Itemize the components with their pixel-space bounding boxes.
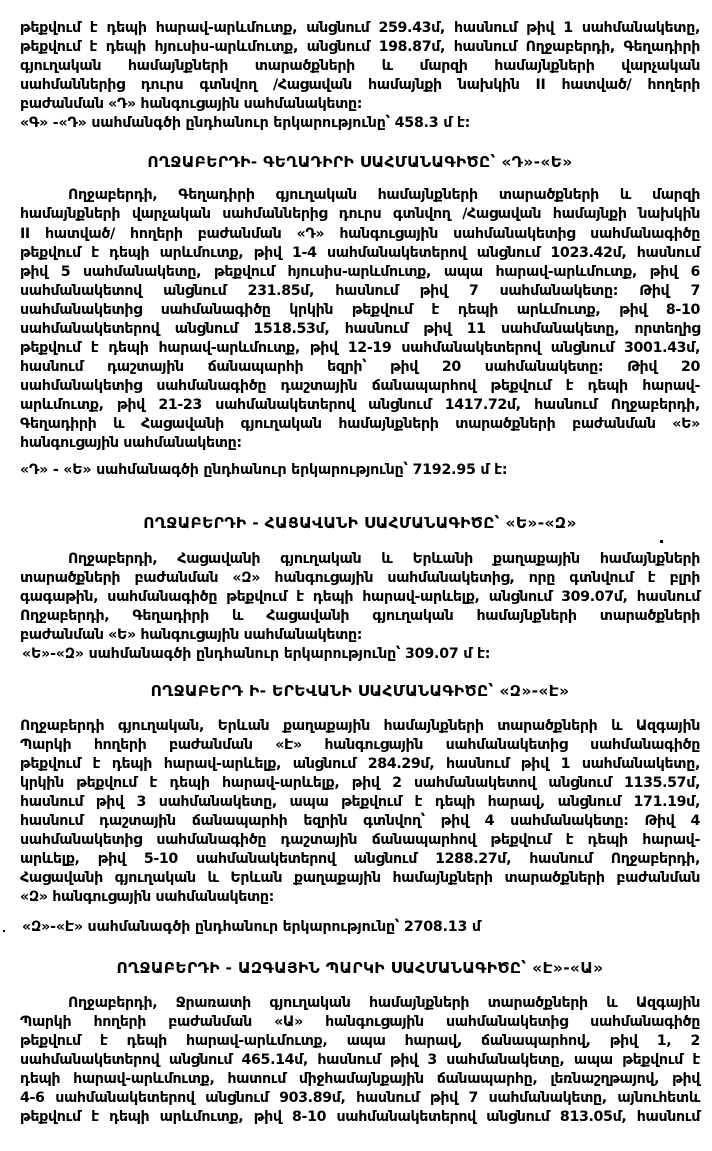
segment-total-length: «Գ» -«Դ» սահմանգծի ընդհանուր երկարությունը՝ 458.3 մ է: [20,115,471,131]
paragraph-line: հասնում դաշտային ճանապարհի եզրին գտնվող՝ թիվ 4 սահմանակետը: Թիվ 4 [20,813,700,829]
paragraph-line: Պարկի հողերի բաժանման «Ա» հանգուցային սահմանակետից սահմանագիծը [20,1014,700,1030]
paragraph-line: Հացավանի գյուղական և Երևան քաղաքային համայնքների տարածքների բաժանման [20,870,700,886]
paragraph-line: գյուղական համայնքների տարածքների և մարզի համայնքների վարչական [20,58,700,74]
segment-total-length: «Զ»-«Է» սահմանագծի ընդհանուր երկարությունը՝ 2708.13 մ [22,919,481,935]
paragraph-line: թեքվում է դեպի արևմուտք, թիվ 8-10 սահմանակետերով անցնում 813.05մ, հասնում [20,1109,700,1125]
scan-speck [660,540,663,543]
segment-total-length: «Դ» - «Ե» սահմանագծի ընդհանուր երկարությունը՝ 7192.95 մ է: [20,462,508,478]
paragraph-line: կրկին թեքվում է դեպի հարավ-արևելք, թիվ 2 սահմանակետով անցնում 1135.57մ, [20,775,700,791]
paragraph-line: Ողջաբերդի, Գեղադիրի գյուղական համայնքների տարածքների և մարզի [68,187,700,203]
paragraph-line: տարածքների բաժանման «Զ» հանգուցային սահմանակետից, որը գտնվում է բլրի [20,570,700,586]
paragraph-line: գագաթին, սահմանագիծը թեքվում է դեպի հարավ-արևելք, անցնում 309.07մ, հասնում [20,589,700,605]
paragraph-line: Ողջաբերդի, Գեղադիրի և Հացավանի գյուղական համայնքների տարածքների [20,608,700,624]
paragraph-line: Ողջաբերդի, Հացավանի գյուղական և Երևանի քաղաքային համայնքների [68,551,700,567]
section-heading: ՈՂՋԱԲԵՐԴԻ - ԱԶԳԱՅԻՆ ՊԱՐԿԻ ՍԱՀՄԱՆԱԳԻԾԸ՝ «Է»-«Ա» [116,959,604,977]
paragraph-line: հասնում թիվ 3 սահմանակետը, ապա թեքվում է դեպի հարավ, անցնում 171.19մ, [20,794,700,810]
section-heading: ՈՂՋԱԲԵՐԴԻ- ԳԵՂԱԴԻՐԻ ՍԱՀՄԱՆԱԳԻԾԸ՝ «Դ»-«Ե» [147,153,573,171]
paragraph-line: բաժանման «Դ» հանգուցային սահմանակետը: [20,96,363,112]
paragraph-line: «Զ» հանգուցային սահմանակետը: [20,889,274,905]
paragraph-line: սահմաններից դուրս գտնվող /Հացավան համայնքի նախկին II հատված/ հողերի [20,77,700,93]
paragraph-line: սահմանակետերով անցնում 465.14մ, հասնում թիվ 3 սահմանակետը, ապա թեքվում է [20,1052,700,1068]
section-heading: ՈՂՋԱԲԵՐԴ Ի- ԵՐԵՎԱՆԻ ՍԱՀՄԱՆԱԳԻԾԸ՝ «Զ»-«Է» [150,682,570,700]
paragraph-line: դեպի հարավ-արևմուտք, հատում միջհամայնքային ճանապարհը, լեռնաշղթայով, թիվ [20,1071,700,1087]
paragraph-line: հասնում դաշտային ճանապարհի եզրի՝ թիվ 20 սահմանակետը: Թիվ 20 [20,359,700,375]
paragraph-line: սահմանակետից սահմանագիծը դաշտային ճանապարհով թեքվում է դեպի հարավ- [20,832,700,848]
segment-total-length: «Ե»-«Զ» սահմանագծի ընդհանուր երկարությունը՝ 309.07 մ է: [22,646,491,662]
paragraph-line: թեքվում է դեպի հարավ-արևմուտք, անցնում 259.43մ, հասնում թիվ 1 սահմանակետը, [20,20,700,36]
paragraph-line: թեքվում է դեպի արևմուտք, թիվ 1-4 սահմանակետերով անցնում 1023.42մ, հասնում [20,245,700,261]
paragraph-line: թեքվում է դեպի հարավ-արևմուտք, ապա հարավ, ճանապարհով, թիվ 1, 2 [20,1033,700,1049]
paragraph-line: սահմանակետերով անցնում 1518.53մ, հասնում թիվ 11 սահմանակետը, որտեղից [20,321,700,337]
section-heading: ՈՂՋԱԲԵՐԴԻ - ՀԱՑԱՎԱՆԻ ՍԱՀՄԱՆԱԳԻԾԸ՝ «Ե»-«Զ» [143,514,577,532]
paragraph-line: II հատված/ հողերի բաժանման «Դ» հանգուցային սահմանակետից սահմանագիծը [20,226,700,242]
paragraph-line: հանգուցային սահմանակետը: [20,435,242,451]
paragraph-line: համայնքների վարչական սահմաններից դուրս գտնվող /Հացավան համայնքի նախկին [20,206,700,222]
paragraph-line: թեքվում է դեպի հյուսիս-արևմուտք, անցնում 198.87մ, հասնում Ողջաբերդի, Գեղադիրի [20,39,700,55]
bullet-speck [3,930,5,932]
paragraph-line: սահմանակետից սահմանագիծը դաշտային ճանապարհով թեքվում է դեպի հարավ- [20,378,700,394]
paragraph-line: արևելք, թիվ 5-10 սահմանակետերով անցնում 1288.27մ, հասնում Ողջաբերդի, [20,851,700,867]
paragraph-line: սահմանակետից սահմանագիծը կրկին թեքվում է դեպի արևմուտք, թիվ 8-10 [20,302,700,318]
paragraph-line: թեքվում է դեպի հարավ-արևելք, անցնում 284.29մ, հասնում թիվ 1 սահմանակետը, [20,756,700,772]
paragraph-line: 4-6 սահմանակետերով անցնում 903.89մ, հասնում թիվ 7 սահմանակետը, այնուհետև [20,1090,700,1106]
paragraph-line: Ողջաբերդի, Ջրառատի գյուղական համայնքների տարածքների և Ազգային [68,995,700,1011]
paragraph-line: արևմուտք, թիվ 21-23 սահմանակետերով անցնում 1417.72մ, հասնում Ողջաբերդի, [20,397,700,413]
paragraph-line: թիվ 5 սահմանակետը, թեքվում հյուսիս-արևմուտք, ապա հարավ-արևմուտք, թիվ 6 [20,264,700,280]
paragraph-line: բաժանման «Ե» հանգուցային սահմանակետը: [20,627,363,643]
paragraph-line: Պարկի հողերի բաժանման «Է» հանգուցային սահմանակետից սահմանագիծը [20,737,700,753]
paragraph-line: Գեղադիրի և Հացավանի գյուղական համայնքների տարածքների բաժանման «Ե» [20,416,700,432]
paragraph-line: թեքվում է դեպի հարավ-արևմուտք, թիվ 12-19 սահմանակետերով անցնում 3001.43մ, [20,340,700,356]
paragraph-line: սահմանակետով անցնում 231.85մ, հասնում թիվ 7 սահմանակետը: Թիվ 7 [20,283,700,299]
paragraph-line: Ողջաբերդի գյուղական, Երևան քաղաքային համայնքների տարածքների և Ազգային [20,718,700,734]
